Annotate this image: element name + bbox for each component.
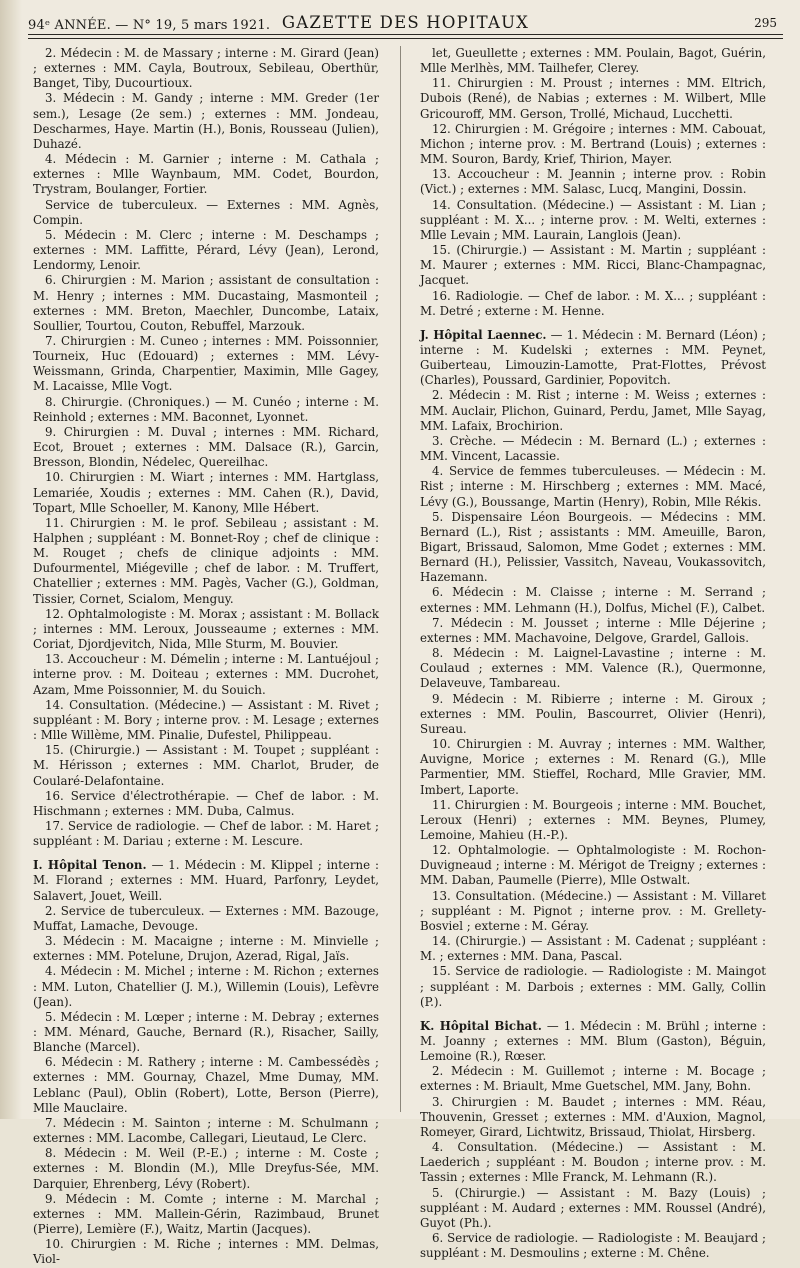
hospital-section-entry bbox=[420, 1019, 766, 1064]
entry-text: let, Gueullette ; externes : MM. Poulain, Bagot, Guérin, Mlle Merlhès, MM. Tailhefer, Clerey. bbox=[420, 46, 766, 76]
entry-text: — 1. Médecin : M. Brühl ; interne : M. Joanny ; externes : MM. Blum (Gaston), Béguin, Lemoine (R.), Rœser. bbox=[420, 1018, 767, 1064]
entry-text: 3. Médecin : M. Gandy ; interne : MM. Greder (1er sem.), Lesage (2e sem.) ; externes : MM. Jondeau, Descharmes, Haye. Martin (H.), Bonis, Rousseau (Julien), Duhazé. bbox=[33, 91, 379, 151]
staff-entry bbox=[420, 889, 766, 934]
hospital-section-entry bbox=[33, 858, 379, 903]
staff-entry bbox=[33, 904, 379, 934]
entry-text: 13. Accoucheur : M. Jeannin ; interne prov. : Robin (Vict.) ; externes : MM. Salasc, Lucq, Mangini, Dossin. bbox=[420, 167, 766, 197]
staff-entry bbox=[420, 1095, 766, 1140]
staff-entry bbox=[33, 964, 379, 1009]
entry-text: 13. Accoucheur : M. Démelin ; interne : M. Lantuéjoul ; interne prov. : M. Doiteau ; externes : MM. Ducrohet, Azam, Mme Poissonnier, M. du Souich. bbox=[33, 652, 379, 697]
entry-text: 12. Ophtalmologie. — Ophtalmologiste : M. Rochon-Duvigneaud ; interne : M. Mérigot de Treigny ; externes : MM. Daban, Paumelle (Pierre), Mlle Ostwalt. bbox=[420, 843, 766, 888]
entry-text: 13. Consultation. (Médecine.) — Assistant : M. Villaret ; suppléant : M. Pignot ; interne prov. : M. Grellety-Bosviel ; externe : M. Géray. bbox=[420, 888, 766, 933]
staff-entry bbox=[420, 798, 766, 843]
entry-text: — 1. Médecin : M. Bernard (Léon) ; interne : M. Kudelski ; externes : MM. Peynet, Guiberteau, Limouzin-Lamotte, Prat-Flottes, Prévost (Charles), Poussard, Gardinier, Popovitch. bbox=[420, 327, 766, 388]
staff-entry bbox=[33, 607, 379, 652]
header-rule-double bbox=[28, 38, 783, 39]
staff-entry bbox=[33, 1192, 379, 1237]
staff-entry bbox=[33, 1010, 379, 1055]
entry-text: 11. Chirurgien : M. Bourgeois ; interne : MM. Bouchet, Leroux (Henri) ; externes : MM. Beynes, Plumey, Lemoine, Mahieu (H.-P.). bbox=[420, 797, 766, 842]
staff-entry bbox=[420, 243, 766, 288]
staff-entry bbox=[33, 334, 379, 395]
staff-entry bbox=[420, 934, 766, 964]
entry-text: 15. Service de radiologie. — Radiologiste : M. Maingot ; suppléant : M. Darbois ; externes : MM. Gally, Collin (P.). bbox=[420, 964, 766, 1009]
header-rule bbox=[28, 34, 783, 35]
staff-entry bbox=[420, 198, 766, 243]
staff-entry bbox=[33, 395, 379, 425]
entry-text: — 1. Médecin : M. Klippel ; interne : M. Florand ; externes : MM. Huard, Parfonry, Leydet, Salavert, Jouet, Weill. bbox=[33, 858, 380, 903]
staff-entry bbox=[33, 152, 379, 197]
staff-entry bbox=[420, 510, 766, 586]
page-number: 295 bbox=[754, 16, 777, 30]
staff-entry bbox=[420, 76, 766, 121]
hospital-name: K. Hôpital Bichat. bbox=[420, 1018, 542, 1033]
entry-text: 5. Médecin : M. Lœper ; interne : M. Debray ; externes : MM. Ménard, Gauche, Bernard (R.), Risacher, Sailly, Blanche (Marcel). bbox=[33, 1009, 379, 1055]
staff-entry bbox=[33, 819, 379, 849]
staff-entry bbox=[420, 434, 766, 464]
entry-text: 14. Consultation. (Médecine.) — Assistant : M. Lian ; suppléant : M. X... ; interne prov. : M. Welti, externes : Mlle Levain ; MM. Laurain, Langlois (Jean). bbox=[420, 197, 766, 242]
entry-text: 12. Chirurgien : M. Grégoire ; internes : MM. Cabouat, Michon ; interne prov. : M. Bertrand (Louis) ; externes : MM. Souron, Bardy, Krief, Thirion, Mayer. bbox=[420, 121, 766, 167]
entry-text: 16. Service d'électrothérapie. — Chef de labor. : M. Hischmann ; externes : MM. Duba, Calmus. bbox=[33, 788, 379, 818]
staff-entry bbox=[33, 1116, 379, 1146]
staff-entry bbox=[420, 1231, 766, 1261]
page-header bbox=[28, 10, 783, 36]
hospital-name: I. Hôpital Tenon. bbox=[33, 858, 147, 873]
staff-entry bbox=[33, 46, 379, 91]
right-column bbox=[420, 46, 767, 1261]
entry-text: 9. Médecin : M. Comte ; interne : M. Marchal ; externes : MM. Mallein-Gérin, Razimbaud, Brunet (Pierre), Lemière (F.), Waitz, Martin (Jacques). bbox=[33, 1191, 379, 1237]
staff-entry bbox=[420, 167, 766, 197]
staff-entry bbox=[33, 1055, 379, 1116]
entry-text: 8. Médecin : M. Weil (P.-E.) ; interne : M. Coste ; externes : M. Blondin (M.), Mlle Dreyfus-Sée, MM. Darquier, Ehrenberg, Lévy (Robert). bbox=[33, 1146, 379, 1191]
entry-text: 3. Médecin : M. Macaigne ; interne : M. Minvielle ; externes : MM. Potelune, Drujon, Azerad, Rigal, Jaïs. bbox=[33, 934, 379, 964]
staff-entry bbox=[420, 1186, 766, 1231]
entry-text: 2. Médecin : M. Guillemot ; interne : M. Bocage ; externes : M. Briault, Mme Guetschel, MM. Jany, Bohn. bbox=[420, 1064, 766, 1094]
entry-text: 9. Chirurgien : M. Duval ; internes : MM. Richard, Ecot, Brouet ; externes : MM. Dalsace (R.), Garcin, Bresson, Blondin, Nédelec, Quereilhac. bbox=[33, 424, 379, 470]
staff-entry bbox=[33, 425, 379, 470]
staff-entry bbox=[33, 743, 379, 788]
entry-text: 3. Crèche. — Médecin : M. Bernard (L.) ; externes : MM. Vincent, Lacassie. bbox=[420, 433, 766, 464]
staff-entry bbox=[33, 789, 379, 819]
entry-text: 3. Chirurgien : M. Baudet ; internes : MM. Réau, Thouvenin, Gresset ; externes : MM. d'Auxion, Magnol, Romeyer, Girard, Lichtwitz, Brissaud, Thiolat, Hirsberg. bbox=[420, 1094, 766, 1139]
entry-text: 9. Médecin : M. Ribierre ; interne : M. Giroux ; externes : MM. Poulin, Bascourret, Olivier (Henri), Sureau. bbox=[420, 691, 766, 736]
staff-entry bbox=[420, 289, 766, 319]
entry-text: 6. Chirurgien : M. Marion ; assistant de consultation : M. Henry ; internes : MM. Ducastaing, Masmonteil ; externes : MM. Breton, Maechler, Duncombe, Lataix, Soullier, Tourtou, Couton, Rebuffel, Marzouk. bbox=[33, 273, 379, 333]
column-divider bbox=[400, 46, 401, 1112]
entry-text: 6. Service de radiologie. — Radiologiste : M. Beaujard ; suppléant : M. Desmoulins ; externe : M. Chêne. bbox=[420, 1231, 766, 1261]
staff-entry bbox=[420, 692, 766, 737]
staff-entry bbox=[420, 843, 766, 888]
entry-text: 10. Chirurgien : M. Riche ; internes : MM. Delmas, Viol- bbox=[33, 1237, 379, 1267]
entry-text: 14. (Chirurgie.) — Assistant : M. Cadenat ; suppléant : M. ; externes : MM. Dana, Pascal. bbox=[420, 934, 766, 964]
entry-text: 11. Chirurgien : M. Proust ; internes : MM. Eltrich, Dubois (René), de Nabias ; externes : M. Wilbert, Mlle Gricouroff, MM. Gerson, Trollé, Michaud, Lucchetti. bbox=[420, 76, 766, 121]
staff-entry bbox=[420, 964, 766, 1009]
entry-text: 6. Médecin : M. Rathery ; interne : M. Cambessédès ; externes : MM. Gournay, Chazel, Mme Dumay, MM. Leblanc (Paul), Oblin (Robert), Lotte, Berson (Pierre), Mlle Mauclaire. bbox=[33, 1055, 379, 1115]
staff-entry bbox=[33, 516, 379, 607]
staff-entry bbox=[33, 934, 379, 964]
entry-text: Service de tuberculeux. — Externes : MM. Agnès, Compin. bbox=[33, 197, 379, 227]
entry-text: 7. Médecin : M. Sainton ; interne : M. Schulmann ; externes : MM. Lacombe, Callegari, Lieutaud, Le Clerc. bbox=[33, 1115, 379, 1146]
entry-text: 15. (Chirurgie.) — Assistant : M. Toupet ; suppléant : M. Hérisson ; externes : MM. Charlot, Bruder, de Coularé-Delafontaine. bbox=[33, 743, 379, 788]
entry-text: 5. (Chirurgie.) — Assistant : M. Bazy (Louis) ; suppléant : M. Audard ; externes : MM. Roussel (André), Guyot (Ph.). bbox=[420, 1185, 766, 1230]
hospital-name: J. Hôpital Laennec. bbox=[420, 327, 547, 342]
staff-entry bbox=[420, 737, 766, 798]
staff-entry bbox=[420, 1064, 766, 1094]
entry-text: 16. Radiologie. — Chef de labor. : M. X... ; suppléant : M. Detré ; externe : M. Henne. bbox=[420, 288, 766, 318]
entry-text: 12. Ophtalmologiste : M. Morax ; assistant : M. Bollack ; internes : MM. Leroux, Jousseaume ; externes : MM. Coriat, Djordjevitch, Nida, Mlle Sturm, M. Bouvier. bbox=[33, 606, 379, 652]
entry-text: 2. Médecin : M. de Massary ; interne : M. Girard (Jean) ; externes : MM. Cayla, Boutroux, Sebileau, Oberthür, Banget, Tiby, Ducourtioux. bbox=[33, 46, 379, 91]
staff-entry bbox=[33, 273, 379, 334]
entry-text: 10. Chirurgien : M. Auvray ; internes : MM. Walther, Auvigne, Morice ; externes : M. Renard (G.), Mlle Parmentier, MM. Stieffel, Rochard, Mlle Gravier, MM. Imbert, Laporte. bbox=[420, 737, 766, 797]
entry-text: 5. Médecin : M. Clerc ; interne : M. Deschamps ; externes : MM. Laffitte, Pérard, Lévy (Jean), Lerond, Lendormy, Lenoir. bbox=[33, 227, 379, 273]
staff-entry bbox=[33, 698, 379, 743]
staff-entry bbox=[33, 470, 379, 515]
entry-text: 11. Chirurgien : M. le prof. Sebileau ; assistant : M. Halphen ; suppléant : M. Bonnet-Roy ; chef de clinique : M. Rouget ; chefs de clinique adjoints : MM. Dufourmentel, Miégeville ; chef de labor. : M. Truffert, Chatellier ; externes : MM. Pagès, Vacher (G.), Goldman, Tissier, Cornet, Scialom, Menguy. bbox=[33, 515, 379, 606]
entry-text: 4. Médecin : M. Garnier ; interne : M. Cathala ; externes : Mlle Waynbaum, MM. Codet, Bourdon, Trystram, Boulanger, Fortier. bbox=[33, 152, 379, 197]
hospital-section-entry bbox=[420, 328, 766, 389]
entry-text: 8. Chirurgie. (Chroniques.) — M. Cunéo ; interne : M. Reinhold ; externes : MM. Baconnet, Lyonnet. bbox=[33, 394, 379, 424]
staff-entry bbox=[33, 198, 379, 228]
entry-text: 17. Service de radiologie. — Chef de labor. : M. Haret ; suppléant : M. Dariau ; externe : M. Lescure. bbox=[33, 818, 379, 849]
entry-text: 4. Service de femmes tuberculeuses. — Médecin : M. Rist ; interne : M. Hirschberg ; externes : MM. Macé, Lévy (G.), Boussange, Martin (Henry), Robin, Mlle Rékis. bbox=[420, 464, 766, 509]
staff-entry bbox=[33, 1146, 379, 1191]
entry-text: 4. Consultation. (Médecine.) — Assistant : M. Laederich ; suppléant : M. Boudon ; interne prov. : M. Tassin ; externes : Mlle Franck, M. Lehmann (R.). bbox=[420, 1140, 766, 1185]
staff-entry bbox=[420, 46, 766, 76]
staff-entry bbox=[33, 228, 379, 273]
staff-entry bbox=[420, 1140, 766, 1185]
staff-entry bbox=[420, 585, 766, 615]
staff-entry bbox=[420, 388, 766, 433]
entry-text: 7. Médecin : M. Jousset ; interne : Mlle Déjerine ; externes : MM. Machavoine, Delgove, Grardel, Gallois. bbox=[420, 615, 766, 645]
staff-entry bbox=[33, 1237, 379, 1267]
entry-text: 2. Médecin : M. Rist ; interne : M. Weiss ; externes : MM. Auclair, Plichon, Guinard, Perdu, Jamet, Mlle Sayag, MM. Lafaix, Brochirion. bbox=[420, 388, 766, 433]
staff-entry bbox=[420, 646, 766, 691]
left-column bbox=[33, 46, 380, 1267]
entry-text: 4. Médecin : M. Michel ; interne : M. Richon ; externes : MM. Luton, Chatellier (J. M.), Willemin (Louis), Lefèvre (Jean). bbox=[33, 964, 379, 1009]
entry-text: 14. Consultation. (Médecine.) — Assistant : M. Rivet ; suppléant : M. Bory ; interne prov. : M. Lesage ; externes : Mlle Willème, MM. Pinalie, Dufestel, Philippeau. bbox=[33, 697, 379, 743]
entry-text: 8. Médecin : M. Laignel-Lavastine ; interne : M. Coulaud ; externes : MM. Valence (R.), Quermonne, Delaveuve, Tambareau. bbox=[420, 646, 766, 691]
issue-line: 94ᵉ ANNÉE. — N° 19, 5 mars 1921. bbox=[28, 18, 271, 33]
staff-entry bbox=[33, 91, 379, 152]
entry-text: 10. Chirurgien : M. Wiart ; internes : MM. Hartglass, Lemariée, Xoudis ; externes : MM. Cahen (R.), David, Topart, Mlle Schoeller, M. Kanony, Mlle Hébert. bbox=[33, 470, 379, 515]
entry-text: 7. Chirurgien : M. Cuneo ; internes : MM. Poissonnier, Tourneix, Huc (Edouard) ; externes : MM. Lévy-Weissmann, Grinda, Charpentier, Maximin, Mlle Gagey, M. Lacaisse, Mlle Vogt. bbox=[33, 333, 379, 394]
entry-text: 2. Service de tuberculeux. — Externes : MM. Bazouge, Muffat, Lamache, Devouge. bbox=[33, 903, 379, 933]
entry-text: 5. Dispensaire Léon Bourgeois. — Médecins : MM. Bernard (L.), Rist ; assistants : MM. Ameuille, Baron, Bigart, Brissaud, Salomon, Mme Godet ; externes : MM. Bernard (H.), Pelissier, Vassitch, Naveau, Voukassovitch, Hazemann. bbox=[420, 509, 766, 585]
journal-title: GAZETTE DES HOPITAUX bbox=[281, 13, 530, 32]
entry-text: 6. Médecin : M. Claisse ; interne : M. Serrand ; externes : MM. Lehmann (H.), Dolfus, Michel (F.), Calbet. bbox=[420, 585, 766, 615]
staff-entry bbox=[420, 122, 766, 167]
staff-entry bbox=[33, 652, 379, 697]
entry-text: 15. (Chirurgie.) — Assistant : M. Martin ; suppléant : M. Maurer ; externes : MM. Ricci, Blanc-Champagnac, Jacquet. bbox=[420, 243, 766, 288]
staff-entry bbox=[420, 464, 766, 509]
staff-entry bbox=[420, 616, 766, 646]
